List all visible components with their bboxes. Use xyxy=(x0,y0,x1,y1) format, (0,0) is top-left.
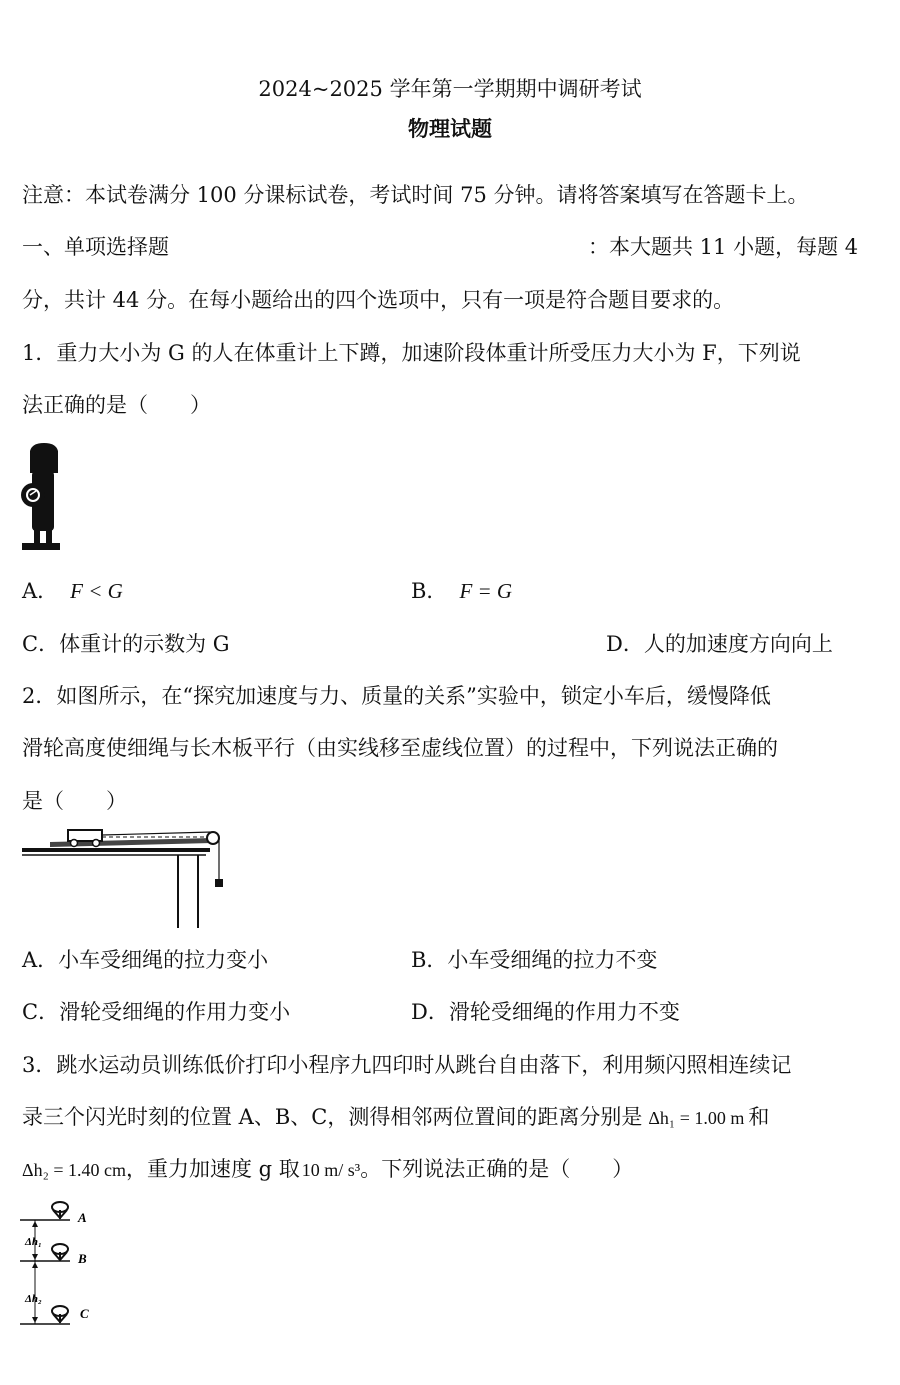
section-desc-cont: 分，共计 44 分。在每小题给出的四个选项中，只有一项是符合题目要求的。 xyxy=(22,288,735,312)
label-dh1: Δh₁ xyxy=(25,1236,42,1248)
section-desc: ：本大题共 11 小题，每题 4 xyxy=(588,235,859,259)
q3-line2-text: 录三个闪光时刻的位置 A、B、C，测得相邻两位置间的距离分别是 xyxy=(22,1105,643,1129)
q2-option-c[interactable]: C．滑轮受细绳的作用力变小 xyxy=(22,1000,291,1024)
q1-stem-line2: 法正确的是（ ） xyxy=(22,393,211,417)
label-c: C xyxy=(80,1306,89,1321)
diver-a-icon xyxy=(52,1202,68,1219)
diver-b-icon xyxy=(52,1244,68,1260)
label-a: A xyxy=(78,1210,87,1225)
q3-dh1-value: Δh₁ = 1.00 m xyxy=(648,1108,745,1128)
q3-line2-and: 和 xyxy=(748,1105,770,1129)
q1-option-b[interactable] xyxy=(411,576,512,606)
q1-option-a-math: F < G xyxy=(70,579,123,603)
diver-c-icon xyxy=(52,1306,68,1323)
label-b: B xyxy=(78,1251,87,1266)
notice-text: 注意：本试卷满分 100 分课标试卷，考试时间 75 分钟。请将答案填写在答题卡上。 xyxy=(22,183,809,207)
q3-line3-end: 。下列说法正确的是（ ） xyxy=(360,1157,634,1181)
q3-stem-line3 xyxy=(22,1154,633,1185)
q3-dh2-value: Δh₂ = 1.40 cm xyxy=(22,1160,126,1180)
q3-g-value: 10 m/ s³ xyxy=(301,1160,361,1180)
q3-diver-figure xyxy=(18,1198,128,1333)
q1-option-a-label: A． xyxy=(22,579,59,603)
q2-option-a[interactable]: A．小车受细绳的拉力变小 xyxy=(22,948,269,972)
q1-scale-figure xyxy=(20,443,65,553)
page-subtitle: 物理试题 xyxy=(408,116,492,141)
q2-stem-line3: 是（ ） xyxy=(22,789,127,813)
q1-option-c[interactable]: C．体重计的示数为 G xyxy=(22,632,230,656)
q3-stem-line2 xyxy=(22,1102,769,1133)
q2-stem-line1: 2．如图所示，在“探究加速度与力、质量的关系”实验中，锁定小车后，缓慢降低 xyxy=(22,684,771,708)
q2-option-d[interactable]: D．滑轮受细绳的作用力不变 xyxy=(411,1000,680,1024)
q3-stem-line1: 3．跳水运动员训练低价打印小程序九四印时从跳台自由落下，利用频闪照相连续记 xyxy=(22,1053,792,1077)
q1-option-d[interactable]: D．人的加速度方向向上 xyxy=(606,632,833,656)
label-dh2: Δh₂ xyxy=(25,1293,42,1305)
page-title: 2024~2025 学年第一学期期中调研考试 xyxy=(258,77,642,101)
section-label: 一、单项选择题 xyxy=(22,235,169,259)
q1-option-a[interactable] xyxy=(22,576,123,606)
q2-stem-line2: 滑轮高度使细绳与长木板平行（由实线移至虚线位置）的过程中，下列说法正确的 xyxy=(22,736,778,760)
q2-cart-figure xyxy=(20,825,235,930)
q1-option-b-label: B． xyxy=(411,579,448,603)
q2-option-b[interactable]: B．小车受细绳的拉力不变 xyxy=(411,948,658,972)
q1-stem-line1: 1．重力大小为 G 的人在体重计上下蹲，加速阶段体重计所受压力大小为 F，下列说 xyxy=(22,341,801,365)
q1-option-b-math: F = G xyxy=(459,579,513,603)
q3-line3-text: ，重力加速度 g 取 xyxy=(126,1157,300,1181)
